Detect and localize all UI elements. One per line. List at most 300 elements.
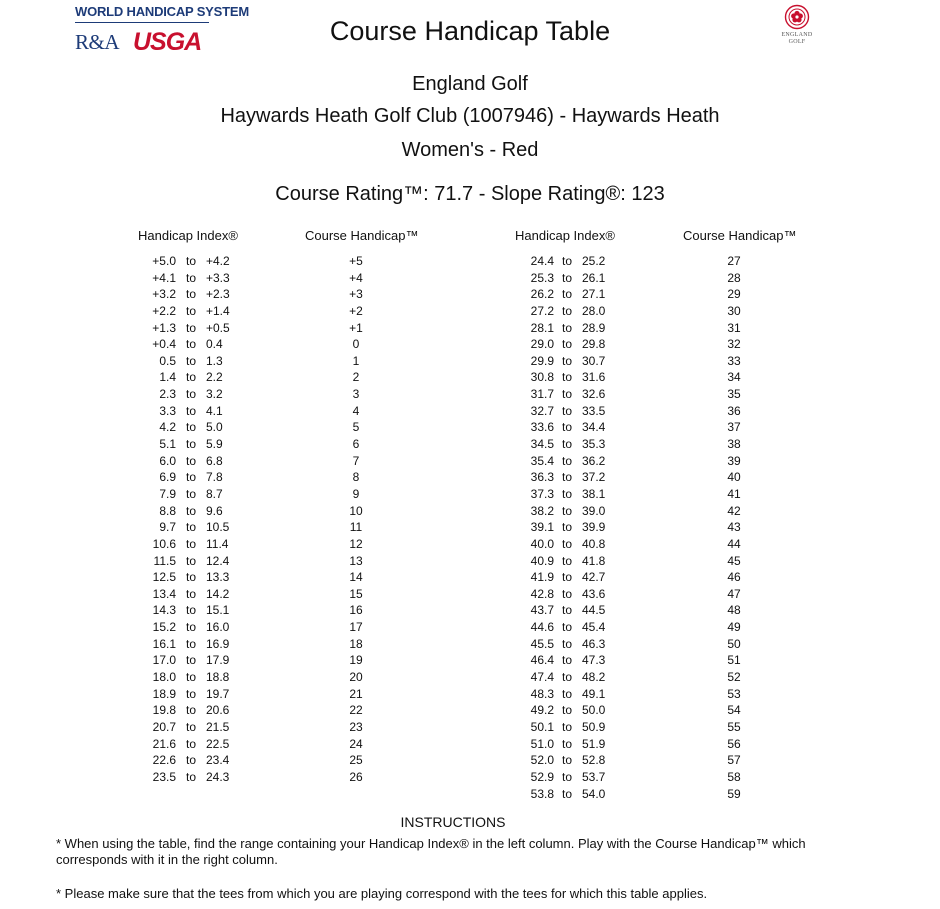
index-high: 46.3 bbox=[582, 636, 606, 651]
right-handicap-table bbox=[518, 253, 798, 802]
table-row bbox=[140, 602, 420, 619]
table-row bbox=[140, 503, 420, 520]
index-low: 44.6 bbox=[530, 620, 554, 635]
index-high: 35.3 bbox=[582, 437, 606, 452]
index-low: 31.7 bbox=[530, 387, 554, 402]
index-low: 6.9 bbox=[159, 470, 176, 485]
course-handicap-value: 34 bbox=[727, 370, 741, 385]
course-handicap-value: 44 bbox=[727, 536, 741, 551]
range-separator: to bbox=[185, 387, 196, 402]
table-row bbox=[140, 769, 420, 786]
range-separator: to bbox=[185, 403, 196, 418]
index-low: 27.2 bbox=[530, 303, 554, 318]
course-handicap-value: 49 bbox=[727, 620, 741, 635]
range-separator: to bbox=[561, 536, 572, 551]
course-handicap-value: 37 bbox=[727, 420, 741, 435]
index-high: 48.2 bbox=[582, 670, 606, 685]
course-handicap-value: +1 bbox=[349, 320, 363, 335]
table-row bbox=[140, 353, 420, 370]
table-row bbox=[140, 386, 420, 403]
index-high: 32.6 bbox=[582, 387, 606, 402]
index-low: 51.0 bbox=[530, 736, 554, 751]
index-high: 39.0 bbox=[582, 503, 606, 518]
range-separator: to bbox=[561, 570, 572, 585]
index-low: 38.2 bbox=[530, 503, 554, 518]
index-high: 16.0 bbox=[206, 620, 230, 635]
course-handicap-value: 25 bbox=[349, 753, 363, 768]
course-handicap-value: +4 bbox=[349, 270, 363, 285]
index-low: 7.9 bbox=[159, 486, 176, 501]
range-separator: to bbox=[185, 370, 196, 385]
index-low: 10.6 bbox=[152, 536, 176, 551]
instructions-heading: INSTRUCTIONS bbox=[400, 814, 506, 830]
index-low: 53.8 bbox=[530, 786, 554, 801]
range-separator: to bbox=[185, 620, 196, 635]
course-handicap-value: 5 bbox=[352, 420, 360, 435]
index-high: 21.5 bbox=[206, 719, 230, 734]
index-low: 4.2 bbox=[159, 420, 176, 435]
index-high: 36.2 bbox=[582, 453, 606, 468]
index-low: 49.2 bbox=[530, 703, 554, 718]
table-row bbox=[140, 702, 420, 719]
index-high: 34.4 bbox=[582, 420, 606, 435]
table-row bbox=[140, 320, 420, 337]
range-separator: to bbox=[185, 254, 196, 268]
index-high: 33.5 bbox=[582, 403, 606, 418]
course-handicap-value: 18 bbox=[349, 636, 363, 651]
table-row bbox=[140, 270, 420, 287]
left-handicap-index-header: Handicap Index® bbox=[138, 228, 238, 243]
tee-name: Women's - Red bbox=[401, 139, 539, 161]
index-low: 9.7 bbox=[159, 520, 176, 535]
range-separator: to bbox=[185, 769, 196, 784]
table-row bbox=[518, 336, 798, 353]
index-low: 18.9 bbox=[152, 686, 176, 701]
course-handicap-value: 40 bbox=[727, 470, 741, 485]
index-high: 17.9 bbox=[206, 653, 230, 668]
course-handicap-value: 21 bbox=[349, 686, 363, 701]
index-high: 53.7 bbox=[582, 769, 606, 784]
range-separator: to bbox=[561, 320, 572, 335]
index-low: +2.2 bbox=[152, 303, 176, 318]
index-low: 30.8 bbox=[530, 370, 554, 385]
range-separator: to bbox=[185, 586, 196, 601]
table-row bbox=[140, 669, 420, 686]
range-separator: to bbox=[561, 453, 572, 468]
table-row bbox=[518, 536, 798, 553]
index-low: 48.3 bbox=[530, 686, 554, 701]
index-high: 28.9 bbox=[582, 320, 606, 335]
index-high: 6.8 bbox=[206, 453, 223, 468]
table-row bbox=[518, 436, 798, 453]
index-high: 13.3 bbox=[206, 570, 230, 585]
range-separator: to bbox=[561, 603, 572, 618]
index-high: 38.1 bbox=[582, 486, 606, 501]
course-handicap-value: 27 bbox=[727, 254, 741, 268]
range-separator: to bbox=[561, 520, 572, 535]
range-separator: to bbox=[185, 670, 196, 685]
index-low: 17.0 bbox=[152, 653, 176, 668]
range-separator: to bbox=[185, 753, 196, 768]
range-separator: to bbox=[185, 486, 196, 501]
index-high: 49.1 bbox=[582, 686, 606, 701]
range-separator: to bbox=[185, 437, 196, 452]
table-row bbox=[140, 436, 420, 453]
table-row bbox=[140, 419, 420, 436]
club-name: Haywards Heath Golf Club (1007946) - Haywards Heath bbox=[220, 105, 720, 127]
table-row bbox=[518, 386, 798, 403]
table-row bbox=[140, 286, 420, 303]
index-low: 40.0 bbox=[530, 536, 554, 551]
index-high: 19.7 bbox=[206, 686, 230, 701]
course-handicap-value: 51 bbox=[727, 653, 741, 668]
course-handicap-value: 39 bbox=[727, 453, 741, 468]
course-handicap-value: 35 bbox=[727, 387, 741, 402]
index-high: +0.5 bbox=[206, 320, 230, 335]
range-separator: to bbox=[185, 719, 196, 734]
index-high: 16.9 bbox=[206, 636, 230, 651]
course-handicap-value: 41 bbox=[727, 486, 741, 501]
left-course-handicap-header: Course Handicap™ bbox=[305, 228, 419, 243]
range-separator: to bbox=[561, 420, 572, 435]
index-high: 52.8 bbox=[582, 753, 606, 768]
course-handicap-value: 19 bbox=[349, 653, 363, 668]
course-handicap-value: 54 bbox=[727, 703, 741, 718]
range-separator: to bbox=[185, 536, 196, 551]
table-row bbox=[140, 569, 420, 586]
index-high: 31.6 bbox=[582, 370, 606, 385]
course-handicap-value: 43 bbox=[727, 520, 741, 535]
index-high: 9.6 bbox=[206, 503, 223, 518]
index-low: 37.3 bbox=[530, 486, 554, 501]
index-low: +3.2 bbox=[152, 287, 176, 302]
table-row bbox=[518, 286, 798, 303]
index-low: 23.5 bbox=[152, 769, 176, 784]
table-row bbox=[518, 486, 798, 503]
index-low: 52.9 bbox=[530, 769, 554, 784]
index-high: 3.2 bbox=[206, 387, 223, 402]
table-row bbox=[140, 253, 420, 270]
course-handicap-value: 29 bbox=[727, 287, 741, 302]
index-high: 10.5 bbox=[206, 520, 230, 535]
index-low: 2.3 bbox=[159, 387, 176, 402]
course-handicap-value: 56 bbox=[727, 736, 741, 751]
index-low: 39.1 bbox=[530, 520, 554, 535]
index-high: 12.4 bbox=[206, 553, 230, 568]
index-high: 51.9 bbox=[582, 736, 606, 751]
index-high: 18.8 bbox=[206, 670, 230, 685]
course-handicap-value: 30 bbox=[727, 303, 741, 318]
course-handicap-value: 15 bbox=[349, 586, 363, 601]
range-separator: to bbox=[561, 270, 572, 285]
course-handicap-value: 11 bbox=[349, 520, 363, 535]
table-row bbox=[140, 736, 420, 753]
table-row bbox=[518, 769, 798, 786]
index-low: 43.7 bbox=[530, 603, 554, 618]
range-separator: to bbox=[561, 620, 572, 635]
index-low: 29.9 bbox=[530, 353, 554, 368]
range-separator: to bbox=[561, 403, 572, 418]
table-row bbox=[140, 469, 420, 486]
index-high: +2.3 bbox=[206, 287, 230, 302]
table-row bbox=[518, 786, 798, 803]
range-separator: to bbox=[561, 370, 572, 385]
index-high: 47.3 bbox=[582, 653, 606, 668]
table-row bbox=[518, 453, 798, 470]
instruction-line-1: * When using the table, find the range containing your Handicap Index® in the left column. Play with the Course Handicap™ which corresponds with it in the right column. bbox=[56, 836, 806, 867]
course-handicap-value: 3 bbox=[352, 387, 360, 402]
index-high: 29.8 bbox=[582, 337, 606, 352]
index-low: +0.4 bbox=[152, 337, 176, 352]
index-low: 8.8 bbox=[159, 503, 176, 518]
index-high: +3.3 bbox=[206, 270, 230, 285]
range-separator: to bbox=[185, 603, 196, 618]
range-separator: to bbox=[561, 719, 572, 734]
course-handicap-value: 24 bbox=[349, 736, 363, 751]
index-high: 11.4 bbox=[206, 536, 229, 551]
range-separator: to bbox=[561, 486, 572, 501]
index-low: +1.3 bbox=[152, 320, 176, 335]
table-row bbox=[518, 602, 798, 619]
course-handicap-value: 26 bbox=[349, 769, 363, 784]
range-separator: to bbox=[561, 337, 572, 352]
table-row bbox=[140, 303, 420, 320]
index-high: 15.1 bbox=[206, 603, 230, 618]
index-high: +4.2 bbox=[206, 254, 230, 268]
range-separator: to bbox=[561, 553, 572, 568]
index-high: 7.8 bbox=[206, 470, 223, 485]
right-handicap-index-header: Handicap Index® bbox=[515, 228, 615, 243]
index-high: 26.1 bbox=[582, 270, 606, 285]
range-separator: to bbox=[185, 503, 196, 518]
randa-logo: R&A bbox=[75, 29, 120, 54]
range-separator: to bbox=[185, 337, 196, 352]
range-separator: to bbox=[561, 353, 572, 368]
course-handicap-value: 57 bbox=[727, 753, 741, 768]
index-low: 29.0 bbox=[530, 337, 554, 352]
course-handicap-value: 13 bbox=[349, 553, 363, 568]
instruction-line-2: * Please make sure that the tees from which you are playing correspond with the tees for which this table applies. bbox=[56, 886, 708, 901]
index-high: 50.0 bbox=[582, 703, 606, 718]
usga-logo: USGA bbox=[133, 27, 202, 56]
index-low: 35.4 bbox=[530, 453, 554, 468]
index-high: 54.0 bbox=[582, 786, 606, 801]
course-handicap-value: 42 bbox=[727, 503, 741, 518]
range-separator: to bbox=[185, 287, 196, 302]
index-low: 33.6 bbox=[530, 420, 554, 435]
course-handicap-value: +5 bbox=[349, 254, 363, 268]
index-high: 30.7 bbox=[582, 353, 606, 368]
course-handicap-value: 1 bbox=[352, 353, 360, 368]
table-row bbox=[140, 536, 420, 553]
index-high: 27.1 bbox=[582, 287, 606, 302]
england-golf-text-line1: ENGLAND bbox=[781, 32, 813, 38]
table-row bbox=[518, 619, 798, 636]
table-row bbox=[518, 553, 798, 570]
range-separator: to bbox=[185, 270, 196, 285]
table-row bbox=[518, 270, 798, 287]
index-low: 52.0 bbox=[530, 753, 554, 768]
index-high: 28.0 bbox=[582, 303, 606, 318]
range-separator: to bbox=[561, 387, 572, 402]
course-handicap-value: +2 bbox=[349, 303, 363, 318]
index-low: 13.4 bbox=[152, 586, 176, 601]
index-low: 22.6 bbox=[152, 753, 176, 768]
index-low: 12.5 bbox=[152, 570, 176, 585]
range-separator: to bbox=[185, 353, 196, 368]
table-row bbox=[140, 719, 420, 736]
range-separator: to bbox=[561, 503, 572, 518]
index-low: 11.5 bbox=[153, 553, 176, 568]
course-handicap-value: 53 bbox=[727, 686, 741, 701]
table-row bbox=[140, 369, 420, 386]
course-handicap-value: 7 bbox=[352, 453, 360, 468]
course-handicap-value: 17 bbox=[349, 620, 363, 635]
index-high: 43.6 bbox=[582, 586, 606, 601]
course-handicap-value: 47 bbox=[727, 586, 741, 601]
course-handicap-value: 12 bbox=[349, 536, 363, 551]
range-separator: to bbox=[561, 636, 572, 651]
range-separator: to bbox=[561, 786, 572, 801]
range-separator: to bbox=[561, 736, 572, 751]
index-low: 41.9 bbox=[530, 570, 554, 585]
index-low: 0.5 bbox=[159, 353, 176, 368]
course-handicap-value: 52 bbox=[727, 670, 741, 685]
index-high: 40.8 bbox=[582, 536, 606, 551]
index-high: 37.2 bbox=[582, 470, 606, 485]
range-separator: to bbox=[185, 520, 196, 535]
table-row bbox=[518, 353, 798, 370]
index-low: 46.4 bbox=[530, 653, 554, 668]
range-separator: to bbox=[185, 653, 196, 668]
index-high: 23.4 bbox=[206, 753, 230, 768]
index-high: 4.1 bbox=[206, 403, 223, 418]
page-title: Course Handicap Table bbox=[329, 16, 611, 46]
table-row bbox=[140, 686, 420, 703]
table-row bbox=[140, 752, 420, 769]
course-handicap-value: 58 bbox=[727, 769, 741, 784]
table-row bbox=[518, 652, 798, 669]
course-handicap-value: 20 bbox=[349, 670, 363, 685]
course-handicap-value: 46 bbox=[727, 570, 741, 585]
course-handicap-value: 0 bbox=[352, 337, 360, 352]
index-low: 24.4 bbox=[530, 254, 554, 268]
course-handicap-value: 38 bbox=[727, 437, 741, 452]
table-row bbox=[518, 503, 798, 520]
course-handicap-value: 45 bbox=[727, 553, 741, 568]
course-handicap-value: 14 bbox=[349, 570, 363, 585]
range-separator: to bbox=[561, 670, 572, 685]
table-row bbox=[140, 336, 420, 353]
england-golf-text-line2: GOLF bbox=[788, 39, 806, 45]
table-row bbox=[140, 486, 420, 503]
table-row bbox=[518, 469, 798, 486]
index-high: 2.2 bbox=[206, 370, 223, 385]
range-separator: to bbox=[185, 686, 196, 701]
index-high: 50.9 bbox=[582, 719, 606, 734]
range-separator: to bbox=[561, 653, 572, 668]
range-separator: to bbox=[561, 703, 572, 718]
range-separator: to bbox=[561, 769, 572, 784]
table-row bbox=[518, 369, 798, 386]
index-high: 8.7 bbox=[206, 486, 223, 501]
range-separator: to bbox=[185, 736, 196, 751]
index-low: 40.9 bbox=[530, 553, 554, 568]
course-handicap-value: 59 bbox=[727, 786, 741, 801]
course-handicap-value: 48 bbox=[727, 603, 741, 618]
index-high: 5.9 bbox=[206, 437, 223, 452]
range-separator: to bbox=[561, 470, 572, 485]
index-low: 26.2 bbox=[530, 287, 554, 302]
index-low: 32.7 bbox=[530, 403, 554, 418]
index-high: 44.5 bbox=[582, 603, 606, 618]
index-low: +4.1 bbox=[152, 270, 176, 285]
course-handicap-value: 28 bbox=[727, 270, 741, 285]
table-row bbox=[140, 619, 420, 636]
range-separator: to bbox=[561, 753, 572, 768]
index-low: 18.0 bbox=[152, 670, 176, 685]
table-row bbox=[518, 320, 798, 337]
left-handicap-table bbox=[140, 253, 420, 786]
range-separator: to bbox=[185, 453, 196, 468]
index-low: 16.1 bbox=[152, 636, 176, 651]
table-row bbox=[140, 403, 420, 420]
range-separator: to bbox=[185, 570, 196, 585]
range-separator: to bbox=[185, 703, 196, 718]
index-low: 15.2 bbox=[152, 620, 176, 635]
index-low: +5.0 bbox=[152, 254, 176, 268]
index-high: 42.7 bbox=[582, 570, 606, 585]
range-separator: to bbox=[185, 636, 196, 651]
association-name: England Golf bbox=[412, 73, 528, 95]
course-handicap-value: 33 bbox=[727, 353, 741, 368]
table-row bbox=[518, 636, 798, 653]
table-row bbox=[518, 669, 798, 686]
course-handicap-value: 32 bbox=[727, 337, 741, 352]
index-high: +1.4 bbox=[206, 303, 230, 318]
course-handicap-value: 36 bbox=[727, 403, 741, 418]
table-row bbox=[140, 553, 420, 570]
index-high: 22.5 bbox=[206, 736, 230, 751]
course-handicap-value: 31 bbox=[727, 320, 741, 335]
course-handicap-value: 10 bbox=[349, 503, 363, 518]
table-row bbox=[518, 303, 798, 320]
index-high: 5.0 bbox=[206, 420, 223, 435]
index-low: 5.1 bbox=[159, 437, 176, 452]
table-row bbox=[140, 586, 420, 603]
index-high: 41.8 bbox=[582, 553, 606, 568]
course-handicap-value: 55 bbox=[727, 719, 741, 734]
table-row bbox=[518, 569, 798, 586]
index-low: 19.8 bbox=[152, 703, 176, 718]
index-low: 21.6 bbox=[152, 736, 176, 751]
index-high: 25.2 bbox=[582, 254, 606, 268]
right-course-handicap-header: Course Handicap™ bbox=[683, 228, 797, 243]
table-row bbox=[518, 719, 798, 736]
table-row bbox=[518, 752, 798, 769]
range-separator: to bbox=[561, 437, 572, 452]
index-low: 6.0 bbox=[159, 453, 176, 468]
course-handicap-value: 16 bbox=[349, 603, 363, 618]
range-separator: to bbox=[185, 320, 196, 335]
index-high: 14.2 bbox=[206, 586, 230, 601]
table-row bbox=[140, 519, 420, 536]
index-low: 42.8 bbox=[530, 586, 554, 601]
course-handicap-value: 23 bbox=[349, 719, 363, 734]
course-handicap-value: +3 bbox=[349, 287, 363, 302]
index-low: 36.3 bbox=[530, 470, 554, 485]
course-handicap-value: 6 bbox=[352, 437, 360, 452]
